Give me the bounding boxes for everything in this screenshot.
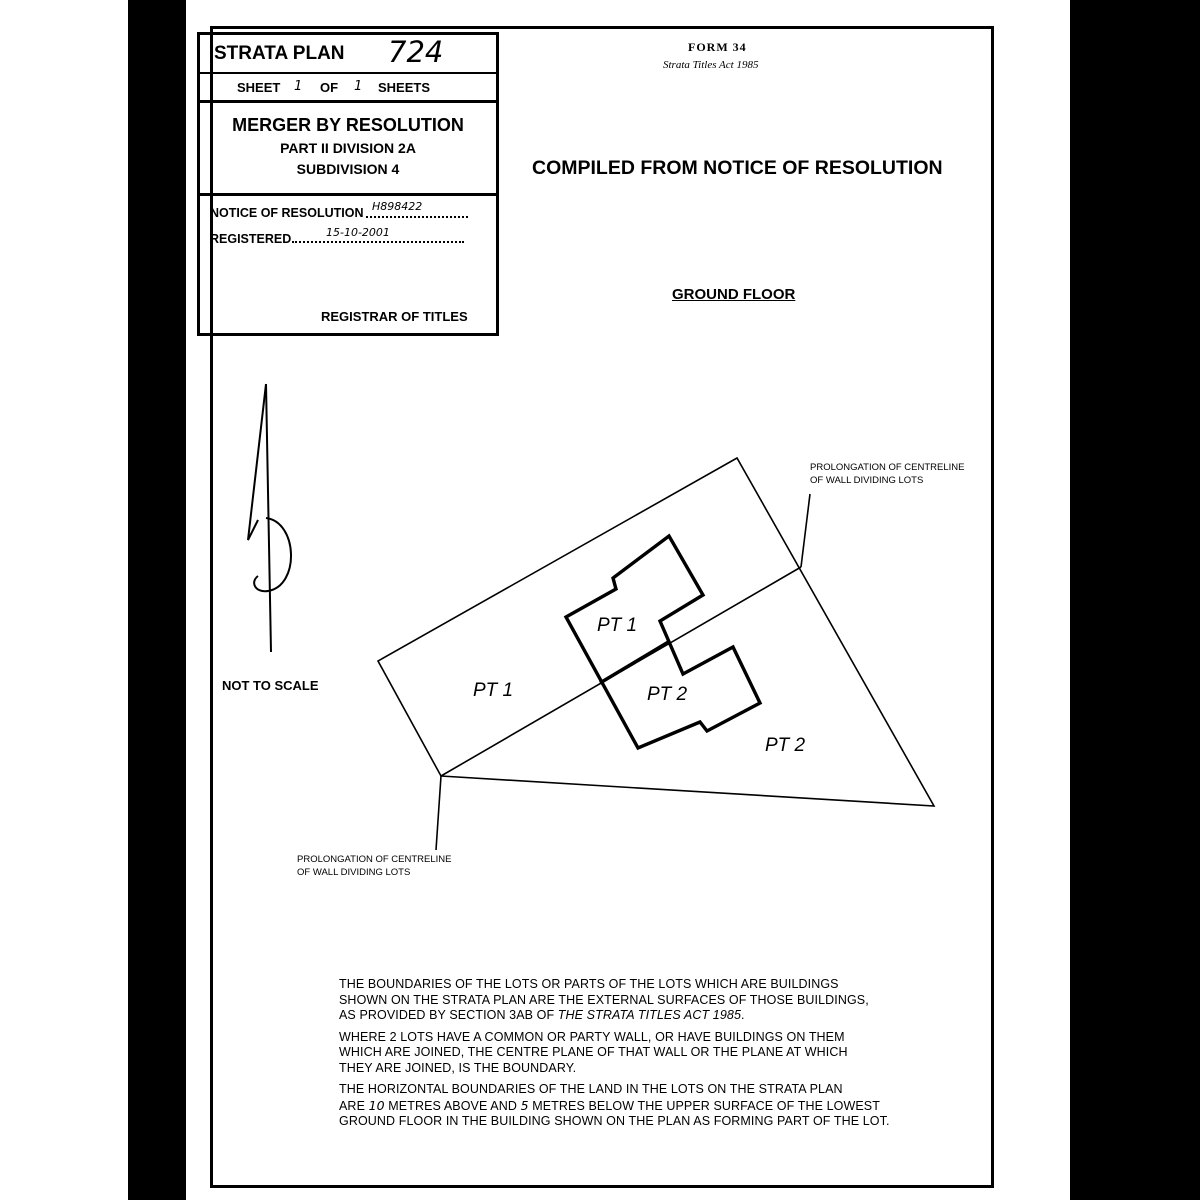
notice-label: NOTICE OF RESOLUTION bbox=[210, 206, 364, 220]
of-label: OF bbox=[320, 80, 339, 95]
part-division: PART II DIVISION 2A bbox=[280, 140, 416, 156]
note-line: . bbox=[741, 1008, 745, 1022]
note-line: METRES ABOVE AND bbox=[388, 1098, 517, 1113]
land-boundary bbox=[378, 458, 934, 806]
building-outline bbox=[566, 536, 760, 748]
lot-label-pt2-building: PT 2 bbox=[647, 684, 688, 705]
note-paragraph bbox=[339, 977, 890, 1024]
notice-number: H898422 bbox=[372, 200, 423, 213]
note-line: WHERE 2 LOTS HAVE A COMMON OR PARTY WALL, OR HAVE BUILDINGS ON THEM bbox=[339, 1029, 845, 1044]
note-line: THE BOUNDARIES OF THE LOTS OR PARTS OF THE LOTS WHICH ARE BUILDINGS bbox=[339, 977, 839, 991]
callout-text: PROLONGATION OF CENTRELINE bbox=[297, 854, 452, 865]
note-line: METRES BELOW THE UPPER SURFACE OF THE LOWEST bbox=[532, 1098, 880, 1113]
subdivision: SUBDIVISION 4 bbox=[296, 161, 400, 177]
sheet-total: 1 bbox=[354, 79, 363, 94]
note-paragraph bbox=[339, 1082, 890, 1130]
note-line: THE HORIZONTAL BOUNDARIES OF THE LAND IN THE LOTS ON THE STRATA PLAN bbox=[339, 1082, 843, 1096]
callout-text: OF WALL DIVIDING LOTS bbox=[297, 867, 411, 878]
note-line: WHICH ARE JOINED, THE CENTRE PLANE OF THAT WALL OR THE PLANE AT WHICH bbox=[339, 1045, 848, 1059]
callout-leader-bottom bbox=[436, 776, 441, 850]
note-line: GROUND FLOOR IN THE BUILDING SHOWN ON THE PLAN AS FORMING PART OF THE LOT. bbox=[339, 1114, 890, 1128]
callout-text: OF WALL DIVIDING LOTS bbox=[810, 475, 924, 486]
callout-bottom bbox=[297, 853, 451, 879]
act-name: Strata Titles Act 1985 bbox=[663, 59, 759, 71]
strata-plan-label: STRATA PLAN bbox=[214, 43, 345, 64]
strata-plan-number: 724 bbox=[388, 35, 444, 69]
note-line: THEY ARE JOINED, IS THE BOUNDARY. bbox=[339, 1060, 577, 1075]
lot-label-pt1-land: PT 1 bbox=[473, 680, 514, 701]
compiled-heading: COMPILED FROM NOTICE OF RESOLUTION bbox=[532, 157, 943, 179]
act-reference: THE STRATA TITLES ACT 1985 bbox=[557, 1008, 741, 1022]
callout-text: PROLONGATION OF CENTRELINE bbox=[810, 462, 965, 473]
note-line: AS PROVIDED BY SECTION 3AB OF bbox=[339, 1008, 558, 1022]
registrar-label: REGISTRAR OF TITLES bbox=[321, 309, 468, 324]
boundary-notes bbox=[339, 977, 890, 1136]
building-dividing-wall bbox=[600, 641, 670, 683]
sheet-label: SHEET bbox=[237, 80, 281, 95]
lot-label-pt2-land: PT 2 bbox=[765, 735, 806, 756]
form-number: FORM 34 bbox=[688, 40, 747, 54]
metres-below-value: 5 bbox=[520, 1097, 529, 1113]
sheets-label: SHEETS bbox=[378, 80, 431, 95]
callout-top bbox=[810, 461, 964, 487]
floor-heading: GROUND FLOOR bbox=[672, 286, 796, 303]
merger-title: MERGER BY RESOLUTION bbox=[232, 115, 464, 135]
registered-label: REGISTERED bbox=[210, 232, 292, 246]
sheet-number: 1 bbox=[294, 79, 303, 94]
note-line: ARE bbox=[339, 1098, 366, 1113]
metres-above-value: 10 bbox=[368, 1097, 385, 1113]
note-paragraph bbox=[339, 1030, 890, 1077]
not-to-scale-note: NOT TO SCALE bbox=[222, 678, 319, 693]
registered-date: 15-10-2001 bbox=[326, 226, 390, 239]
lot-label-pt1-building: PT 1 bbox=[597, 615, 638, 636]
callout-leader-top bbox=[801, 494, 810, 567]
north-arrow bbox=[248, 384, 291, 652]
note-line: SHOWN ON THE STRATA PLAN ARE THE EXTERNAL SURFACES OF THOSE BUILDINGS, bbox=[339, 992, 869, 1007]
